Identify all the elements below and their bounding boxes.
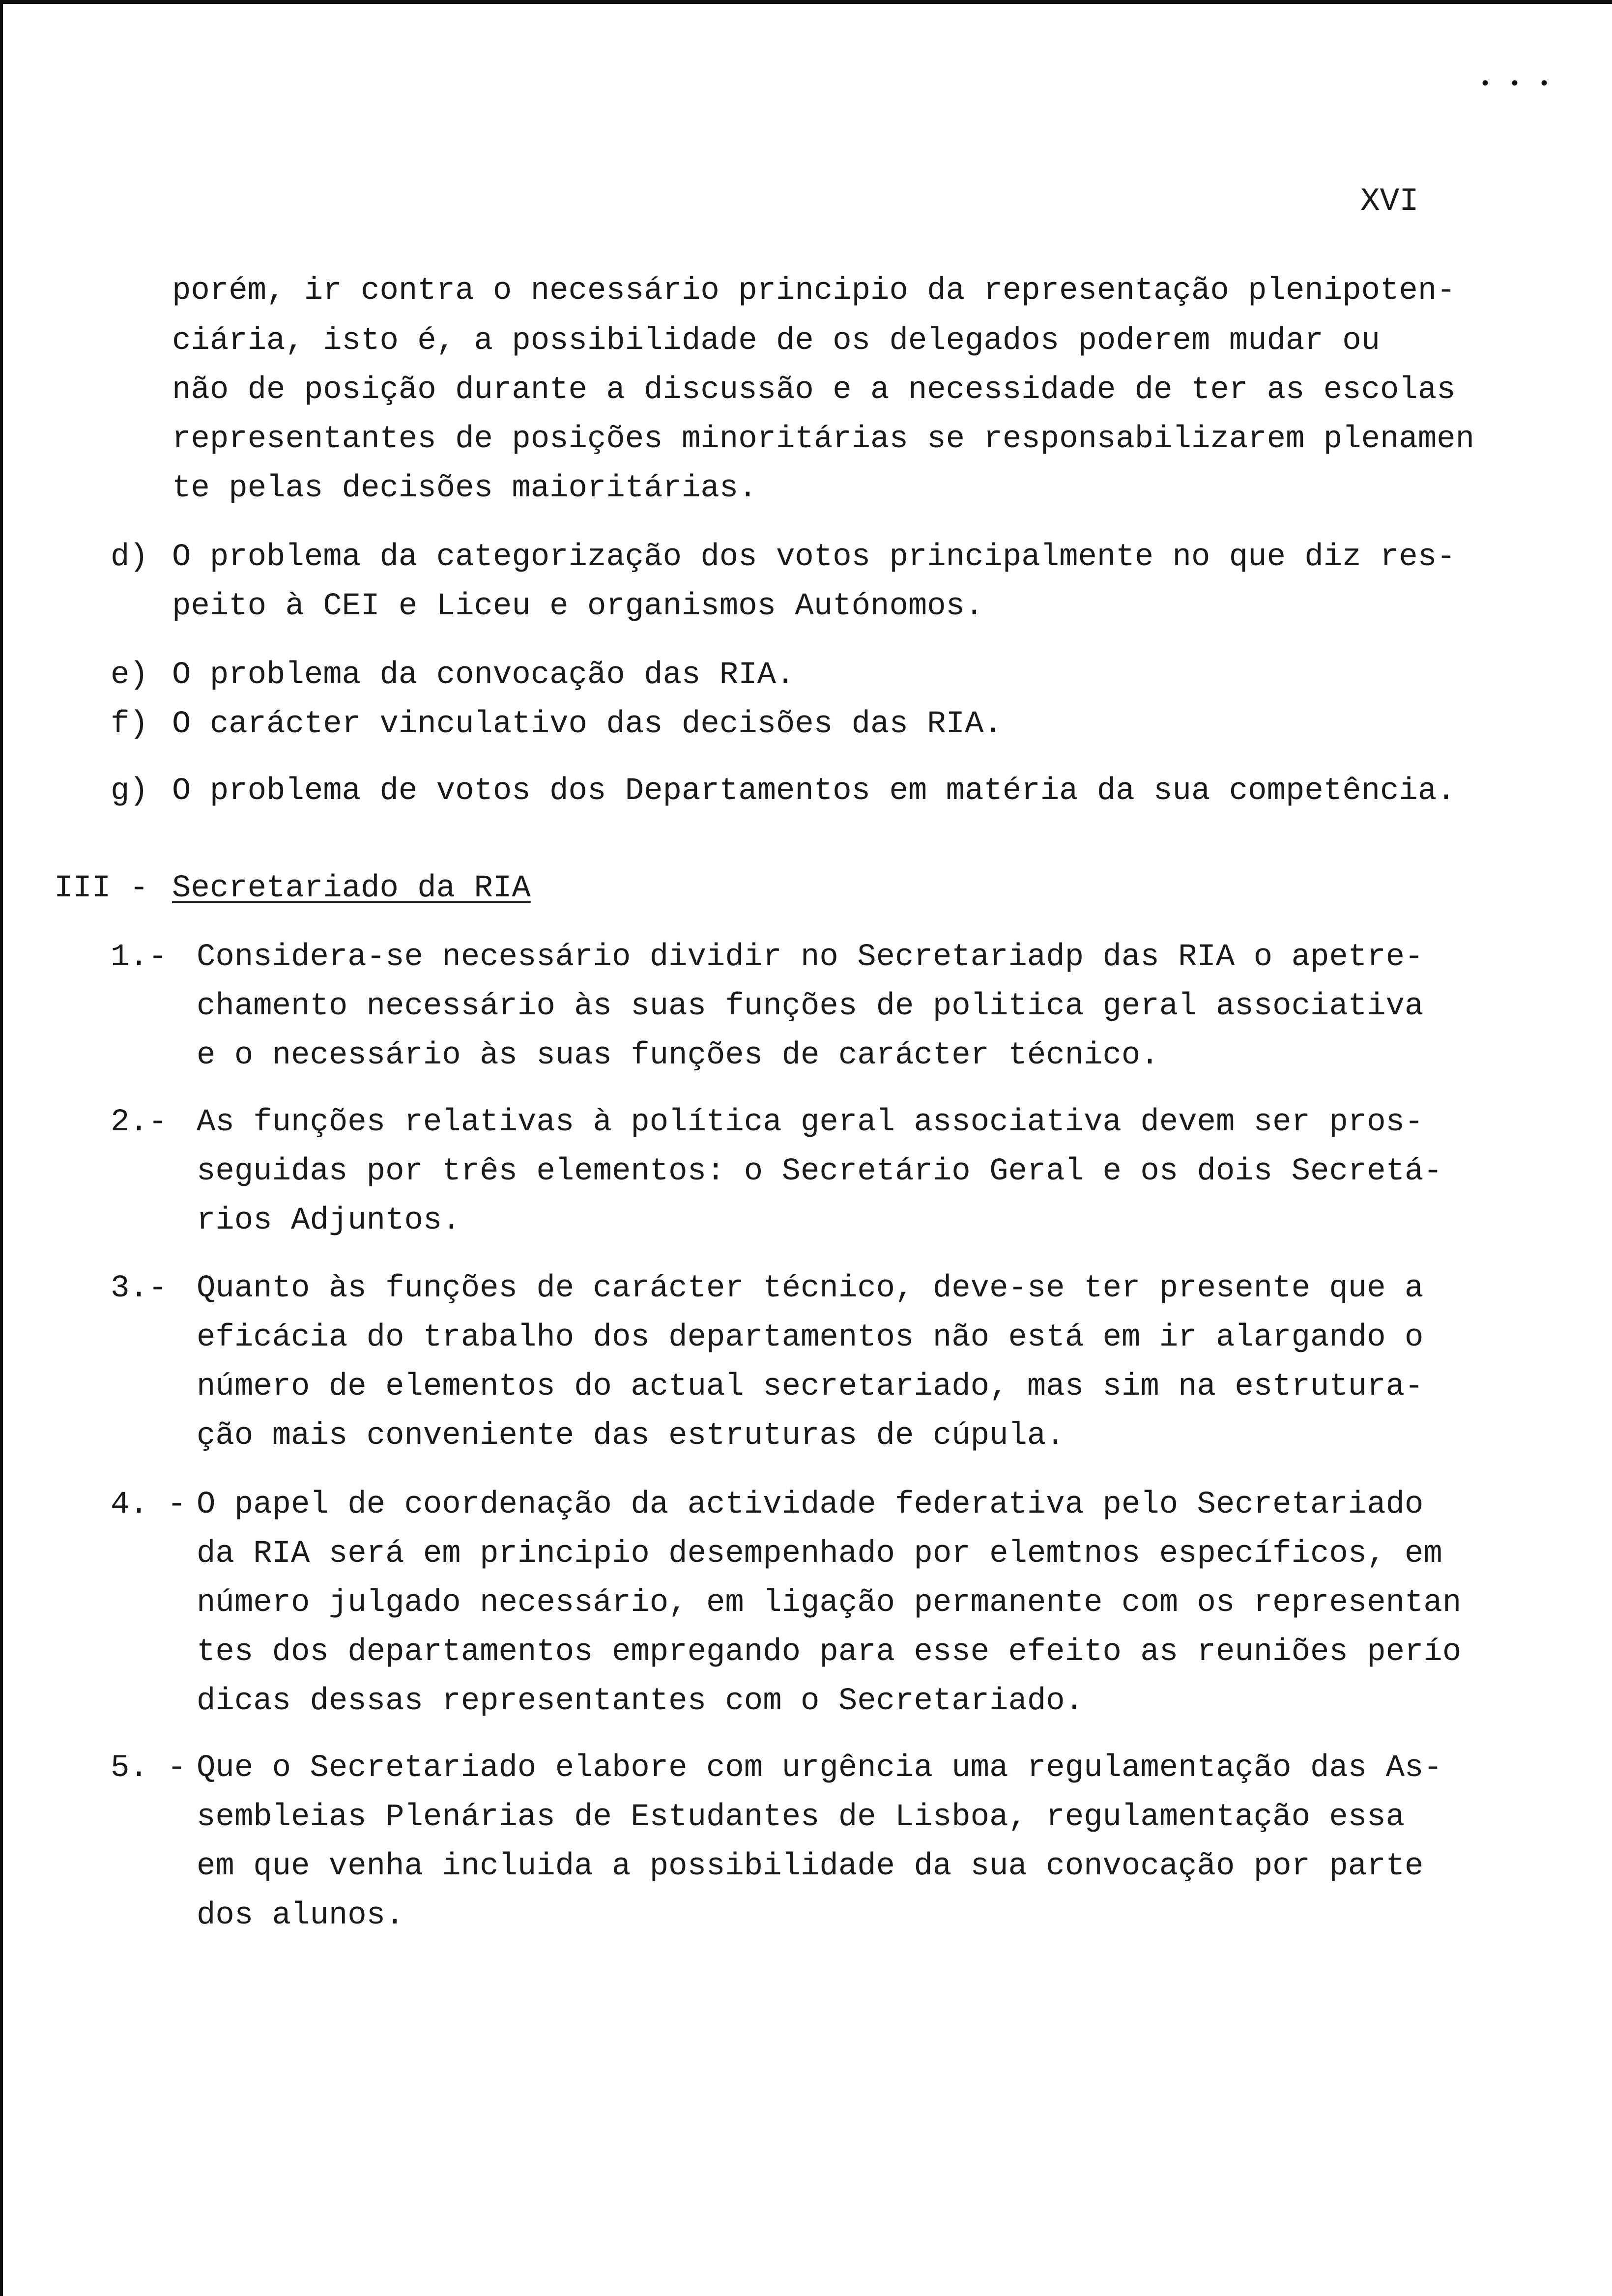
list-item-line: O papel de coordenação da actividade federativa pelo Secretariado: [197, 1487, 1424, 1522]
list-item-line: O carácter vinculativo das decisões das RIA.: [172, 707, 1003, 742]
text-line: não de posição durante a discussão e a necessidade de ter as escolas: [172, 373, 1456, 408]
text-line: ciária, isto é, a possibilidade de os delegados poderem mudar ou: [172, 323, 1380, 359]
section-title: Secretariado da RIA: [172, 871, 531, 906]
list-item-line: dos alunos.: [197, 1898, 404, 1933]
page-border-top: [0, 0, 1612, 4]
list-item-line: O problema da categorização dos votos principalmente no que diz res-: [172, 540, 1456, 575]
list-item-line: As funções relativas à política geral associativa devem ser pros-: [197, 1105, 1424, 1140]
list-item-line: tes dos departamentos empregando para esse efeito as reuniões perío: [197, 1635, 1462, 1670]
corner-marks: • • •: [1479, 74, 1554, 96]
list-item-line: dicas dessas representantes com o Secretariado.: [197, 1684, 1084, 1719]
list-item-line: da RIA será em principio desempenhado por elemtnos específicos, em: [197, 1536, 1442, 1572]
list-item-line: O problema de votos dos Departamentos em matéria da sua competência.: [172, 774, 1456, 809]
list-item-line: rios Adjuntos.: [197, 1203, 461, 1238]
section-number: III -: [54, 871, 149, 906]
list-item-label: e): [111, 658, 148, 693]
list-item-line: Que o Secretariado elabore com urgência uma regulamentação das As-: [197, 1751, 1442, 1786]
text-line: porém, ir contra o necessário principio da representação plenipoten-: [172, 273, 1456, 309]
list-item-line: Quanto às funções de carácter técnico, deve-se ter presente que a: [197, 1271, 1424, 1306]
list-item-line: O problema da convocação das RIA.: [172, 658, 795, 693]
list-item-label: f): [111, 707, 148, 742]
list-item-line: seguidas por três elementos: o Secretário Geral e os dois Secretá-: [197, 1154, 1442, 1189]
list-item-line: peito à CEI e Liceu e organismos Autónomos.: [172, 589, 984, 624]
list-item-label: g): [111, 774, 148, 809]
list-item-line: ção mais conveniente das estruturas de cúpula.: [197, 1418, 1065, 1454]
list-item-label: 5. -: [111, 1751, 186, 1786]
text-line: te pelas decisões maioritárias.: [172, 471, 757, 506]
list-item-label: 2.-: [111, 1105, 168, 1140]
list-item-label: 1.-: [111, 940, 168, 975]
page-border-left: [0, 0, 3, 2296]
list-item-line: eficácia do trabalho dos departamentos não está em ir alargando o: [197, 1320, 1424, 1355]
list-item-line: chamento necessário às suas funções de politica geral associativa: [197, 989, 1424, 1024]
list-item-label: 3.-: [111, 1271, 168, 1306]
list-item-line: número de elementos do actual secretariado, mas sim na estrutura-: [197, 1369, 1424, 1405]
list-item-line: sembleias Plenárias de Estudantes de Lisboa, regulamentação essa: [197, 1800, 1405, 1835]
list-item-line: e o necessário às suas funções de carácter técnico.: [197, 1038, 1159, 1073]
list-item-line: número julgado necessário, em ligação permanente com os representan: [197, 1585, 1462, 1621]
list-item-line: em que venha incluida a possibilidade da sua convocação por parte: [197, 1849, 1424, 1884]
page-number: XVI: [1360, 183, 1419, 220]
list-item-label: 4. -: [111, 1487, 186, 1522]
text-line: representantes de posições minoritárias se responsabilizarem plenamen: [172, 422, 1475, 457]
list-item-line: Considera-se necessário dividir no Secretariadp das RIA o apetre-: [197, 940, 1424, 975]
list-item-label: d): [111, 540, 148, 575]
